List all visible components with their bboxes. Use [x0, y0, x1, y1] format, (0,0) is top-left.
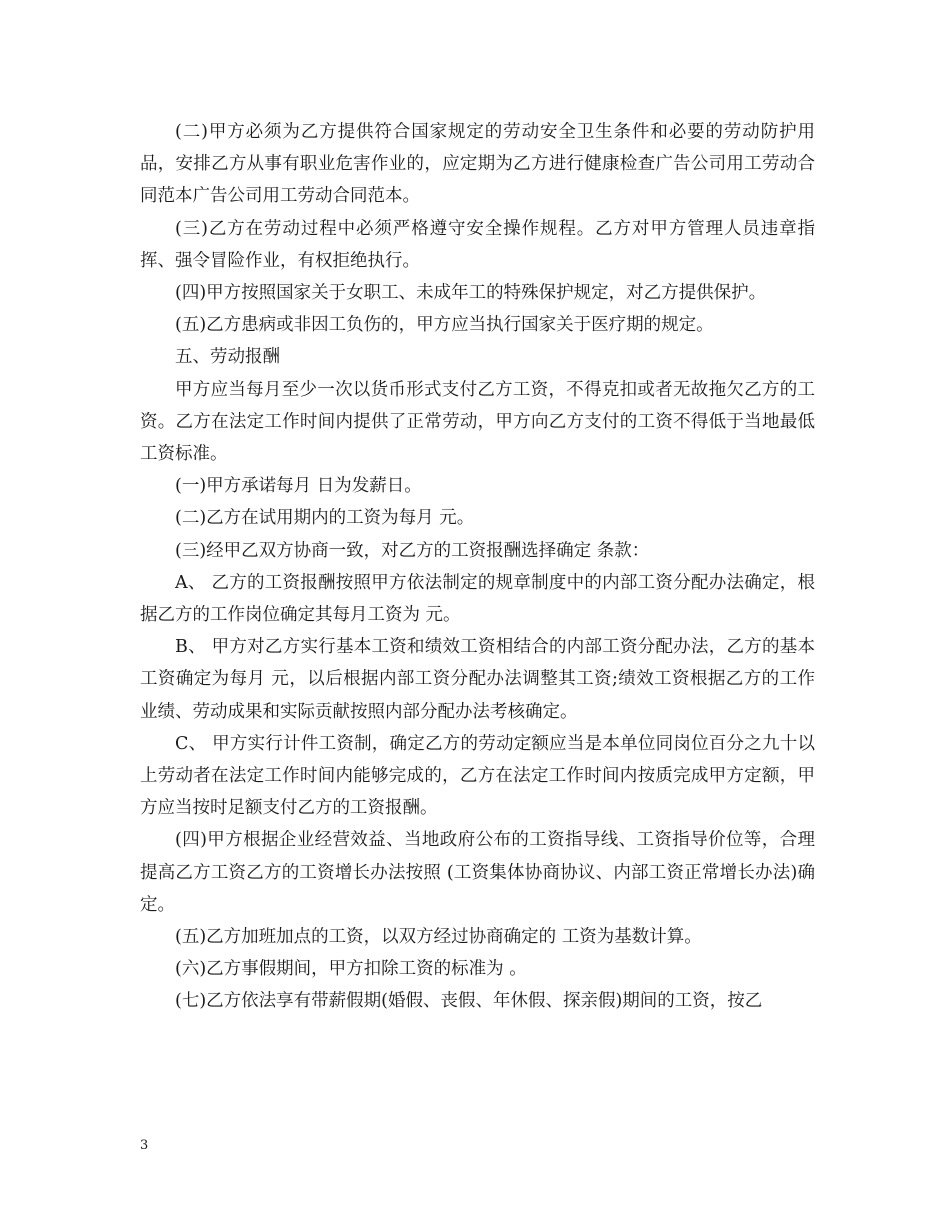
paragraph-wage-increase: (四)甲方根据企业经营效益、当地政府公布的工资指导线、工资指导价位等，合理提高乙方工资乙方的工资增长办法按照 (工资集体协商协议、内部工资正常增长办法)确定。	[140, 830, 815, 915]
paragraph-personal-leave: (六)乙方事假期间，甲方扣除工资的标准为 。	[175, 959, 527, 980]
paragraph-paid-leave: (七)乙方依法享有带薪假期(婚假、丧假、年休假、探亲假)期间的工资，按乙	[175, 991, 763, 1012]
paragraph-payday: (一)甲方承诺每月 日为发薪日。	[175, 476, 422, 497]
paragraph-monthly-payment: 甲方应当每月至少一次以货币形式支付乙方工资，不得克扣或者无故拖欠乙方的工资。乙方在法定工作时间内提供了正常劳动，甲方向乙方支付的工资不得低于当地最低工资标准。	[140, 379, 815, 465]
paragraph-option-b: B、 甲方对乙方实行基本工资和绩效工资相结合的内部工资分配办法，乙方的基本工资确定为每月 元，以后根据内部工资分配办法调整其工资;绩效工资根据乙方的工作业绩、劳动成果和实际贡献按照内部分配办法考核确定。	[140, 637, 815, 722]
paragraph-safety-conditions: (二)甲方必须为乙方提供符合国家规定的劳动安全卫生条件和必要的劳动防护用品，安排乙方从事有职业危害作业的，应定期为乙方进行健康检查广告公司用工劳动合同范本广告公司用工劳动合同范本。	[140, 122, 815, 207]
paragraph-wage-clause: (三)经甲乙双方协商一致，对乙方的工资报酬选择确定 条款：	[175, 540, 650, 561]
section-heading-remuneration: 五、劳动报酬	[175, 347, 280, 368]
paragraph-option-a: A、 乙方的工资报酬按照甲方依法制定的规章制度中的内部工资分配办法确定，根据乙方的工作岗位确定其每月工资为 元。	[140, 572, 815, 626]
page-number: 3	[140, 1138, 149, 1153]
paragraph-overtime-wage: (五)乙方加班加点的工资，以双方经过协商确定的 工资为基数计算。	[175, 927, 702, 948]
paragraph-special-protection: (四)甲方按照国家关于女职工、未成年工的特殊保护规定，对乙方提供保护。	[175, 283, 767, 304]
paragraph-option-c: C、 甲方实行计件工资制，确定乙方的劳动定额应当是本单位同岗位百分之九十以上劳动者在法定工作时间内能够完成的，乙方在法定工作时间内按质完成甲方定额，甲方应当按时足额支付乙方的工资报酬。	[140, 733, 815, 819]
paragraph-medical-period: (五)乙方患病或非因工负伤的，甲方应当执行国家关于医疗期的规定。	[175, 315, 714, 336]
paragraph-operation-rules: (三)乙方在劳动过程中必须严格遵守安全操作规程。乙方对甲方管理人员违章指挥、强令冒险作业，有权拒绝执行。	[140, 218, 815, 271]
paragraph-probation-wage: (二)乙方在试用期内的工资为每月 元。	[175, 508, 475, 529]
document-body	[140, 116, 815, 1018]
